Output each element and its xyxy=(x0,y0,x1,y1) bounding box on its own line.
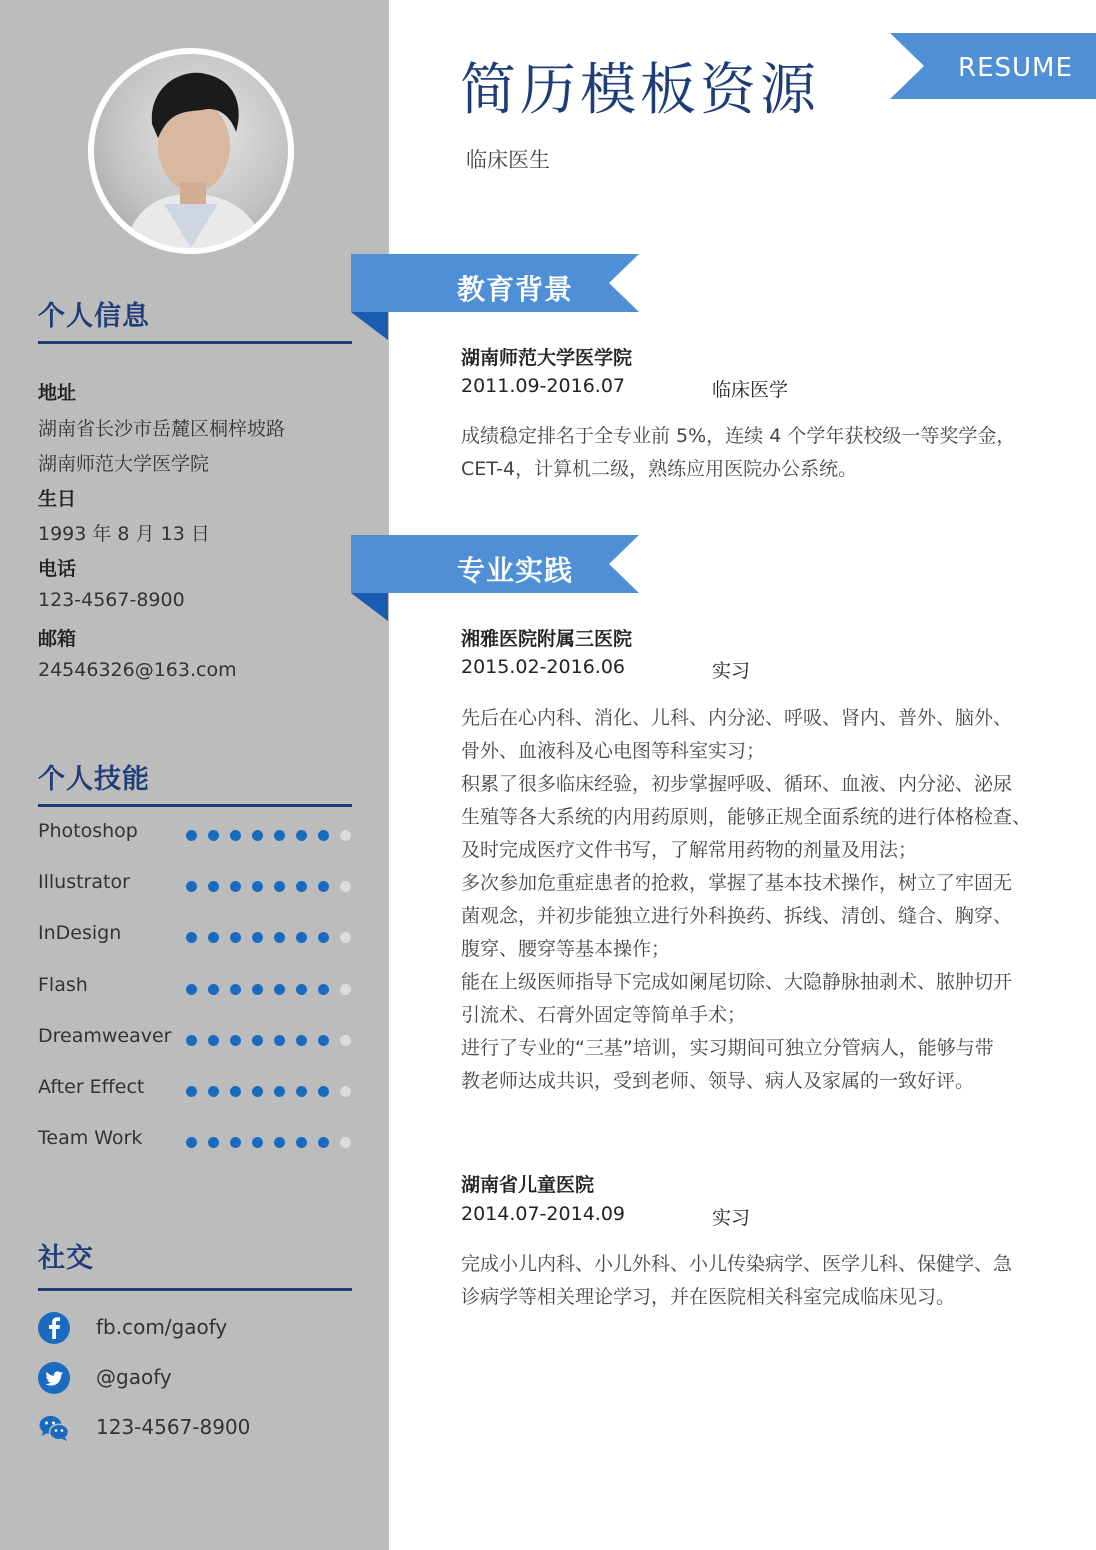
skill-dot-filled xyxy=(230,1137,241,1148)
birthday-label: 生日 xyxy=(38,488,77,510)
skill-dot-filled xyxy=(208,1086,219,1097)
skill-dot-filled xyxy=(296,1035,307,1046)
skill-name: Dreamweaver xyxy=(38,1025,172,1047)
practice-desc-line: 腹穿、腰穿等基本操作； xyxy=(461,938,671,960)
skill-row xyxy=(38,974,353,1004)
practice-desc-line: 骨外、血液科及心电图等科室实习； xyxy=(461,740,766,762)
skill-dot-filled xyxy=(296,1086,307,1097)
practice-org: 湖南省儿童医院 xyxy=(461,1174,595,1196)
practice-org: 湘雅医院附属三医院 xyxy=(461,628,633,650)
profile-photo xyxy=(94,54,288,248)
skill-dot-empty xyxy=(340,881,351,892)
education-description xyxy=(461,420,1031,486)
personal-info-divider xyxy=(38,341,352,344)
skill-dot-filled xyxy=(208,932,219,943)
practice-period: 2015.02-2016.06 xyxy=(461,656,625,678)
skill-dot-filled xyxy=(208,984,219,995)
skill-dot-filled xyxy=(186,1035,197,1046)
skill-dot-filled xyxy=(274,830,285,841)
education-desc-line: CET-4，计算机二级，熟练应用医院办公系统。 xyxy=(461,458,858,480)
wechat-number: 123-4567-8900 xyxy=(96,1415,251,1439)
skill-dot-filled xyxy=(208,881,219,892)
practice-desc-line: 能在上级医师指导下完成如阑尾切除、大隐静脉抽剥术、脓肿切开 xyxy=(461,971,1013,993)
skill-row xyxy=(38,1127,353,1157)
skill-dot-filled xyxy=(296,830,307,841)
practice-desc-line: 引流术、石膏外固定等简单手术； xyxy=(461,1004,747,1026)
skill-dot-filled xyxy=(252,932,263,943)
skill-dot-filled xyxy=(296,881,307,892)
practice-banner xyxy=(351,535,641,625)
phone-value: 123-4567-8900 xyxy=(38,589,185,611)
practice-role: 实习 xyxy=(712,1207,751,1229)
skill-dot-filled xyxy=(252,1137,263,1148)
address-line2: 湖南师范大学医学院 xyxy=(38,453,210,475)
skill-dot-filled xyxy=(274,881,285,892)
skill-dot-filled xyxy=(230,932,241,943)
facebook-icon xyxy=(38,1312,70,1344)
birthday-value: 1993 年 8 月 13 日 xyxy=(38,523,210,545)
avatar xyxy=(88,48,294,254)
practice-period: 2014.07-2014.09 xyxy=(461,1203,625,1225)
skill-dot-filled xyxy=(230,830,241,841)
skill-dot-filled xyxy=(186,1086,197,1097)
skill-dot-filled xyxy=(186,984,197,995)
practice-description xyxy=(461,1248,1031,1314)
email-value: 24546326@163.com xyxy=(38,659,237,681)
education-heading: 教育背景 xyxy=(457,273,574,306)
skill-row xyxy=(38,1025,353,1055)
skill-dot-empty xyxy=(340,830,351,841)
skill-dot-filled xyxy=(208,830,219,841)
skill-name: Team Work xyxy=(38,1127,143,1149)
practice-desc-line: 教老师达成共识，受到老师、领导、病人及家属的一致好评。 xyxy=(461,1070,975,1092)
skill-dot-filled xyxy=(318,984,329,995)
practice-desc-line: 积累了很多临床经验，初步掌握呼吸、循环、血液、内分泌、泌尿 xyxy=(461,773,1013,795)
skill-dot-filled xyxy=(230,1086,241,1097)
skill-dot-filled xyxy=(274,984,285,995)
skills-divider xyxy=(38,804,352,807)
practice-description xyxy=(461,702,1031,1098)
practice-desc-line: 生殖等各大系统的内用药原则，能够正规全面系统的进行体格检查、 xyxy=(461,806,1032,828)
education-desc-line: 成绩稳定排名于全专业前 5%，连续 4 个学年获校级一等奖学金， xyxy=(461,425,1016,447)
skill-name: Photoshop xyxy=(38,820,138,842)
address-line1: 湖南省长沙市岳麓区桐梓坡路 xyxy=(38,418,286,440)
skill-dot-filled xyxy=(274,1086,285,1097)
skill-row xyxy=(38,1076,353,1106)
skill-name: InDesign xyxy=(38,922,122,944)
skill-row xyxy=(38,922,353,952)
practice-desc-line: 菌观念，并初步能独立进行外科换药、拆线、清创、缝合、胸穿、 xyxy=(461,905,1013,927)
skill-dot-filled xyxy=(186,881,197,892)
skill-dot-filled xyxy=(274,1035,285,1046)
education-school: 湖南师范大学医学院 xyxy=(461,347,633,369)
page-title: 简历模板资源 xyxy=(460,58,820,123)
skill-dot-filled xyxy=(186,830,197,841)
practice-heading: 专业实践 xyxy=(457,554,574,587)
skill-dot-filled xyxy=(318,1086,329,1097)
practice-desc-line: 完成小儿内科、小儿外科、小儿传染病学、医学儿科、保健学、急 xyxy=(461,1253,1013,1275)
skill-row xyxy=(38,820,353,850)
practice-desc-line: 先后在心内科、消化、儿科、内分泌、呼吸、肾内、普外、脑外、 xyxy=(461,707,1013,729)
practice-role: 实习 xyxy=(712,660,751,682)
skill-dot-filled xyxy=(274,932,285,943)
education-period: 2011.09-2016.07 xyxy=(461,375,625,397)
education-major: 临床医学 xyxy=(712,379,789,401)
skill-dot-filled xyxy=(230,881,241,892)
skill-dot-empty xyxy=(340,984,351,995)
practice-desc-line: 诊病学等相关理论学习，并在医院相关科室完成临床见习。 xyxy=(461,1286,956,1308)
skill-dot-filled xyxy=(208,1035,219,1046)
twitter-icon xyxy=(38,1362,70,1394)
skill-name: After Effect xyxy=(38,1076,145,1098)
skill-dot-empty xyxy=(340,1137,351,1148)
skill-dot-filled xyxy=(318,1137,329,1148)
skill-dot-filled xyxy=(252,830,263,841)
skill-dot-filled xyxy=(230,1035,241,1046)
skill-dot-filled xyxy=(230,984,241,995)
skill-row xyxy=(38,871,353,901)
skill-dot-filled xyxy=(252,1035,263,1046)
skill-dot-filled xyxy=(186,1137,197,1148)
skill-dot-filled xyxy=(318,830,329,841)
skill-dot-filled xyxy=(186,932,197,943)
skill-dot-filled xyxy=(252,881,263,892)
practice-desc-line: 进行了专业的“三基”培训，实习期间可独立分管病人，能够与带 xyxy=(461,1037,994,1059)
practice-desc-line: 多次参加危重症患者的抢救，掌握了基本技术操作，树立了牢固无 xyxy=(461,872,1013,894)
twitter-handle: @gaofy xyxy=(96,1365,172,1389)
skill-dot-filled xyxy=(318,1035,329,1046)
skill-dot-filled xyxy=(252,1086,263,1097)
skill-dot-filled xyxy=(208,1137,219,1148)
skill-dot-empty xyxy=(340,1086,351,1097)
skill-dot-filled xyxy=(318,881,329,892)
social-divider xyxy=(38,1288,352,1291)
skills-heading: 个人技能 xyxy=(38,764,150,795)
email-label: 邮箱 xyxy=(38,628,77,650)
wechat-icon xyxy=(38,1412,70,1444)
person-silhouette-icon xyxy=(94,54,288,248)
skill-dot-empty xyxy=(340,1035,351,1046)
skill-name: Illustrator xyxy=(38,871,130,893)
skill-name: Flash xyxy=(38,974,88,996)
skill-dot-filled xyxy=(252,984,263,995)
address-label: 地址 xyxy=(38,382,77,404)
skill-dot-filled xyxy=(318,932,329,943)
skill-dot-filled xyxy=(274,1137,285,1148)
phone-label: 电话 xyxy=(38,558,77,580)
personal-info-heading: 个人信息 xyxy=(38,301,150,332)
page-subtitle: 临床医生 xyxy=(466,148,550,172)
skill-dot-filled xyxy=(296,932,307,943)
practice-desc-line: 及时完成医疗文件书写，了解常用药物的剂量及用法； xyxy=(461,839,918,861)
education-banner xyxy=(351,254,641,344)
skill-dot-filled xyxy=(296,984,307,995)
resume-tag: RESUME xyxy=(958,53,1073,83)
social-heading: 社交 xyxy=(38,1243,94,1274)
skill-dot-filled xyxy=(296,1137,307,1148)
facebook-handle: fb.com/gaofy xyxy=(96,1315,228,1339)
skill-dot-empty xyxy=(340,932,351,943)
